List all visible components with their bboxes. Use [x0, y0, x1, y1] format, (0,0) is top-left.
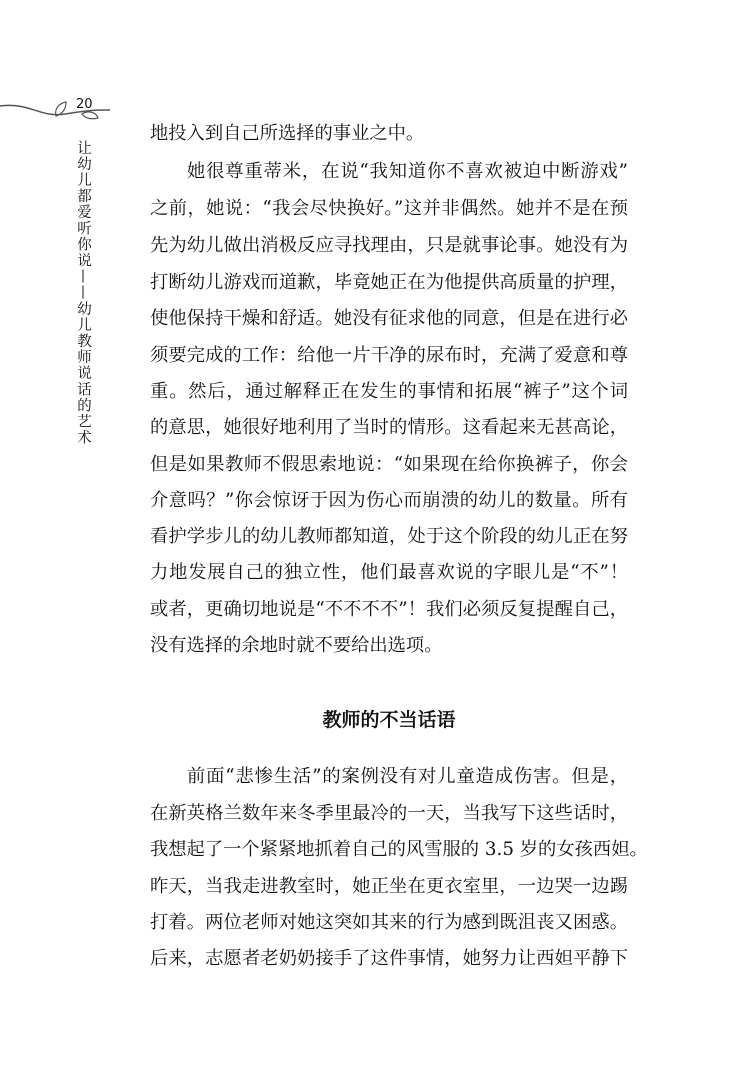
- text-line: 看护学步儿的幼儿教师都知道，处于这个阶段的幼儿正在努: [150, 526, 628, 547]
- text-line: 打着。两位老师对她这突如其来的行为感到既沮丧又困惑。: [150, 912, 628, 933]
- text-line: 力地发展自己的独立性，他们最喜欢说的字眼儿是“不”！: [150, 562, 628, 583]
- text-line: 她很尊重蒂米，在说“我知道你不喜欢被迫中断游戏”: [187, 161, 628, 182]
- running-title: 让幼儿都爱听你说——幼儿教师说话的艺术: [75, 140, 91, 446]
- text-line: 使他保持干燥和舒适。她没有征求他的同意，但是在进行必: [150, 308, 628, 329]
- page-number: 20: [76, 97, 93, 112]
- text-line: 打断幼儿游戏而道歉，毕竟她正在为他提供高质量的护理，: [150, 272, 628, 293]
- text-line: 没有选择的余地时就不要给出选项。: [150, 635, 443, 656]
- text-line: 或者，更确切地说是“不不不不”！我们必须反复提醒自己，: [150, 599, 628, 620]
- text-line: 昨天，当我走进教室时，她正坐在更衣室里，一边哭一边踢: [150, 876, 628, 897]
- text-line: 重。然后，通过解释正在发生的事情和拓展“裤子”这个词: [150, 381, 628, 402]
- text-line: 前面“悲惨生活”的案例没有对儿童造成伤害。但是，: [187, 766, 628, 787]
- text-line: 地投入到自己所选择的事业之中。: [150, 123, 425, 144]
- text-line: 的意思，她很好地利用了当时的情形。这看起来无甚高论，: [150, 417, 628, 438]
- text-line: 之前，她说：“我会尽快换好。”这并非偶然。她并不是在预: [150, 198, 628, 219]
- text-line: 须要完成的工作：给他一片干净的尿布时，充满了爱意和尊: [150, 345, 628, 366]
- text-line: 我想起了一个紧紧地抓着自己的风雪服的 3.5 岁的女孩西妲。: [150, 839, 648, 860]
- text-line: 但是如果教师不假思索地说：“如果现在给你换裤子，你会: [150, 454, 628, 475]
- text-line: 介意吗？”你会惊讶于因为伤心而崩溃的幼儿的数量。所有: [150, 490, 628, 511]
- section-heading: 教师的不当话语: [322, 709, 456, 731]
- text-line: 后来，志愿者老奶奶接手了这件事情，她努力让西妲平静下: [150, 948, 628, 969]
- text-line: 在新英格兰数年来冬季里最冷的一天，当我写下这些话时，: [150, 803, 628, 824]
- text-line: 先为幼儿做出消极反应寻找理由，只是就事论事。她没有为: [150, 235, 628, 256]
- vine-ornament-icon: [0, 100, 120, 140]
